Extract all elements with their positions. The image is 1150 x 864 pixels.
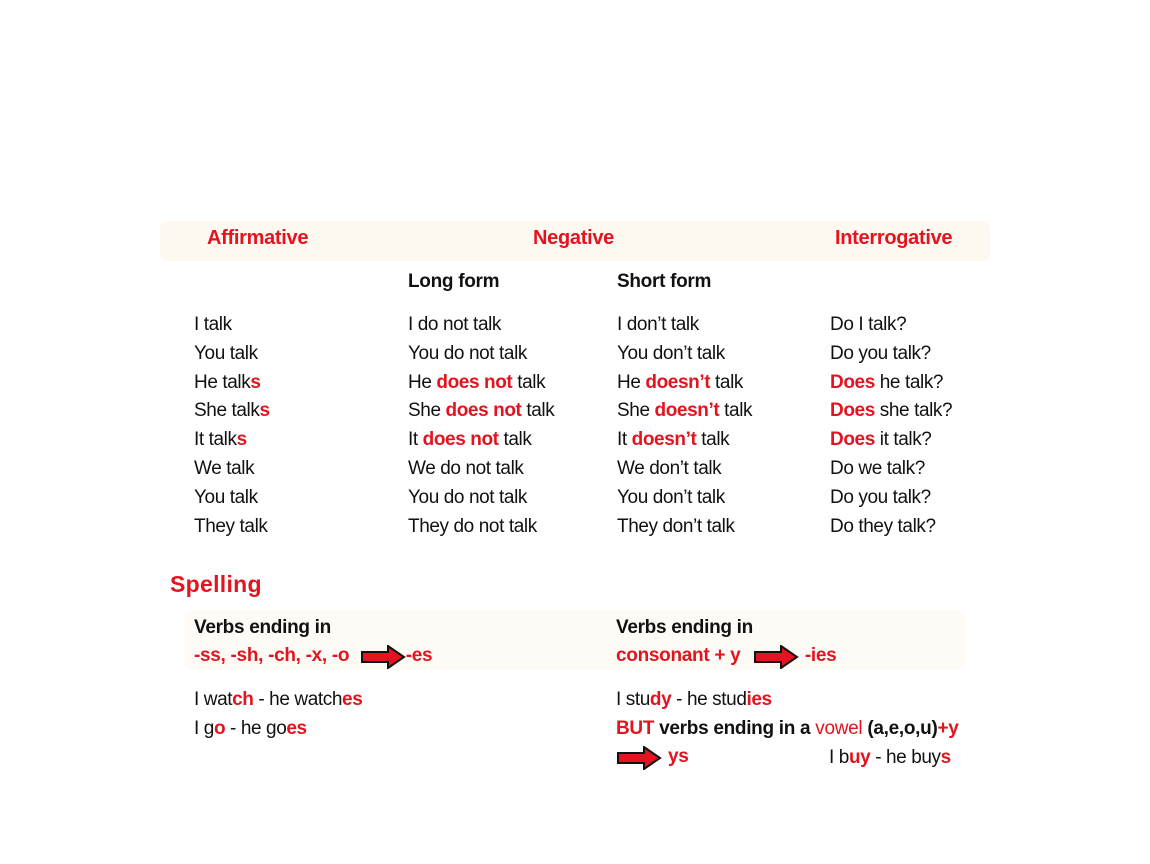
short-form-text: She	[617, 400, 655, 422]
left-rule-result: -es	[405, 645, 433, 667]
interrogative-row	[830, 369, 952, 398]
interrogative-text: Do you talk?	[830, 342, 931, 364]
long-form-text: talk	[521, 400, 555, 422]
but-rule-line	[616, 718, 959, 740]
interrogative-row	[830, 311, 952, 340]
interrogative-text: he talk?	[874, 371, 944, 393]
short-form-header: Short form	[617, 271, 712, 292]
spelling-title: Spelling	[170, 571, 262, 597]
arrow-right-icon	[753, 645, 799, 669]
affirmative-text: They talk	[194, 515, 268, 537]
example-text: I wat	[194, 689, 233, 710]
long-form-highlight: does not	[436, 371, 513, 393]
short-form-row	[617, 397, 752, 426]
affirmative-row	[194, 513, 270, 542]
vowel-list: (a,e,o,u)	[862, 718, 938, 739]
long-form-row	[408, 513, 554, 542]
interrogative-highlight: Does	[830, 400, 875, 422]
affirmative-text: You talk	[194, 342, 258, 364]
long-form-text: I do not talk	[408, 314, 502, 335]
but-word: BUT	[616, 718, 655, 739]
interrogative-text: Do they talk?	[830, 515, 936, 537]
example-text: I b	[829, 747, 849, 768]
short-form-column	[617, 311, 752, 541]
short-form-row	[617, 513, 752, 542]
interrogative-row	[830, 340, 952, 369]
affirmative-text: We talk	[194, 457, 255, 479]
example-highlight: ch	[232, 689, 254, 710]
plus-y: +y	[937, 718, 959, 739]
short-form-text: They don’t talk	[617, 515, 735, 537]
long-form-text: It	[408, 429, 423, 451]
affirmative-highlight: s	[236, 429, 247, 451]
interrogative-row	[830, 513, 952, 542]
interrogative-header: Interrogative	[835, 227, 953, 249]
short-form-text: talk	[710, 371, 743, 393]
affirmative-row	[194, 369, 270, 398]
long-form-row	[408, 426, 554, 455]
affirmative-text: She talk	[194, 400, 260, 422]
long-form-text: We do not talk	[408, 457, 524, 479]
short-form-row	[617, 340, 752, 369]
left-rule-endings: -ss, -sh, -ch, -x, -o	[194, 645, 350, 667]
long-form-text: talk	[498, 429, 532, 451]
short-form-text: talk	[719, 400, 753, 422]
short-form-row	[617, 369, 752, 398]
example-ending: ies	[746, 689, 772, 710]
example-text: I stu	[616, 689, 650, 710]
affirmative-text: He talk	[194, 371, 251, 393]
left-rule-line	[194, 645, 432, 669]
short-form-text: talk	[696, 429, 730, 451]
long-form-row	[408, 311, 554, 340]
long-form-row	[408, 369, 554, 398]
affirmative-row	[194, 426, 270, 455]
right-rule-line	[616, 645, 836, 669]
short-form-row	[617, 484, 752, 513]
interrogative-text: it talk?	[874, 429, 932, 451]
ys-line	[616, 746, 689, 770]
example-text: - he stud	[671, 689, 747, 710]
example-text: - he go	[225, 718, 287, 739]
interrogative-text: Do you talk?	[830, 486, 931, 508]
short-form-text: We don’t talk	[617, 457, 722, 479]
right-rule-result: -ies	[804, 645, 837, 667]
interrogative-text: she talk?	[874, 400, 953, 422]
long-form-text: They do not talk	[408, 515, 537, 537]
affirmative-text: You talk	[194, 486, 258, 508]
example-text: I g	[194, 718, 214, 739]
interrogative-highlight: Does	[830, 429, 875, 451]
short-form-text: You don’t talk	[617, 342, 725, 364]
long-form-highlight: does not	[422, 429, 499, 451]
short-form-text: He	[617, 371, 646, 393]
long-form-row	[408, 397, 554, 426]
interrogative-column	[830, 311, 952, 541]
affirmative-text: I talk	[194, 314, 232, 335]
interrogative-row	[830, 426, 952, 455]
example-highlight: dy	[649, 689, 672, 710]
right-example-1	[616, 689, 772, 711]
short-form-row	[617, 455, 752, 484]
left-example-1	[194, 689, 362, 711]
long-form-highlight: does not	[445, 400, 522, 422]
example-ending: es	[286, 718, 307, 739]
left-rule-heading: Verbs ending in	[194, 617, 331, 638]
example-ending: es	[342, 689, 363, 710]
example-text: - he watch	[253, 689, 343, 710]
long-form-column	[408, 311, 554, 541]
long-form-row	[408, 455, 554, 484]
vowel-word: vowel	[815, 718, 863, 739]
example-highlight: o	[213, 718, 226, 739]
negative-header: Negative	[533, 227, 614, 249]
long-form-text: You do not talk	[408, 342, 528, 364]
affirmative-row	[194, 484, 270, 513]
right-rule-endings: consonant + y	[616, 645, 741, 667]
long-form-text: He	[408, 371, 437, 393]
interrogative-highlight: Does	[830, 371, 875, 393]
interrogative-row	[830, 455, 952, 484]
short-form-highlight: doesn’t	[631, 429, 697, 451]
affirmative-header: Affirmative	[207, 227, 309, 249]
short-form-text: It	[617, 429, 632, 451]
long-form-row	[408, 484, 554, 513]
example-text: - he buy	[870, 747, 941, 768]
affirmative-highlight: s	[250, 371, 261, 393]
affirmative-row	[194, 455, 270, 484]
right-example-2	[829, 747, 951, 769]
short-form-text: I don’t talk	[617, 314, 699, 335]
example-ending: s	[940, 747, 951, 768]
interrogative-text: Do we talk?	[830, 457, 925, 479]
long-form-row	[408, 340, 554, 369]
affirmative-row	[194, 397, 270, 426]
affirmative-row	[194, 340, 270, 369]
affirmative-highlight: s	[259, 400, 270, 422]
short-form-highlight: doesn’t	[645, 371, 711, 393]
short-form-highlight: doesn’t	[654, 400, 720, 422]
but-text: verbs ending in a	[654, 718, 816, 739]
short-form-text: You don’t talk	[617, 486, 725, 508]
long-form-text: You do not talk	[408, 486, 528, 508]
example-highlight: uy	[848, 747, 871, 768]
long-form-text: She	[408, 400, 446, 422]
short-form-row	[617, 311, 752, 340]
arrow-right-icon	[616, 746, 662, 770]
right-rule-heading: Verbs ending in	[616, 617, 753, 638]
interrogative-row	[830, 484, 952, 513]
long-form-header: Long form	[408, 271, 500, 292]
interrogative-text: Do I talk?	[830, 314, 907, 335]
affirmative-text: It talk	[194, 429, 237, 451]
affirmative-row	[194, 311, 270, 340]
long-form-text: talk	[512, 371, 546, 393]
affirmative-column	[194, 311, 270, 541]
short-form-row	[617, 426, 752, 455]
ys-result: ys	[668, 746, 689, 768]
left-example-2	[194, 718, 307, 740]
arrow-right-icon	[360, 645, 406, 669]
interrogative-row	[830, 397, 952, 426]
